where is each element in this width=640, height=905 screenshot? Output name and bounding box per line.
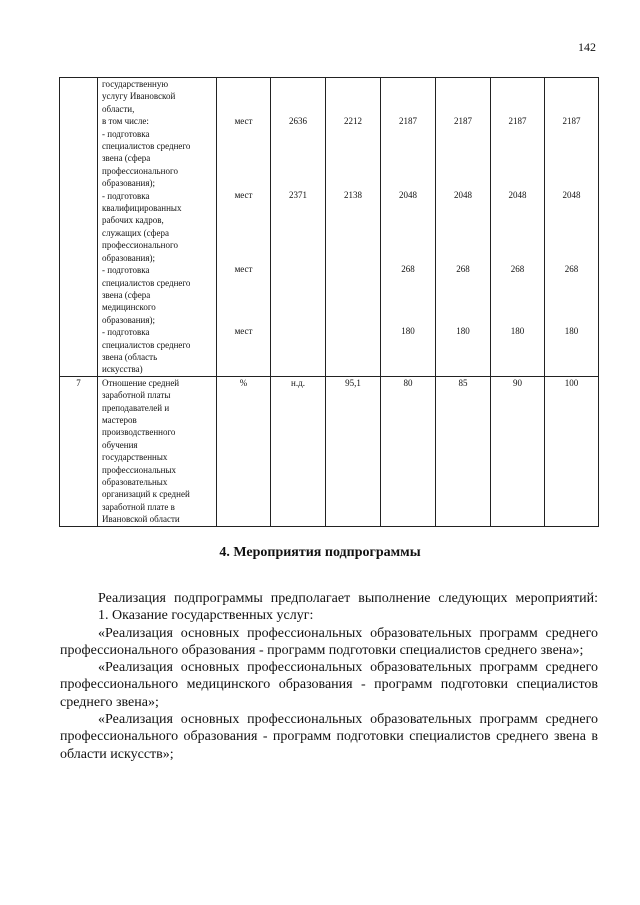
value-cell: 2187 2048 268 180: [491, 78, 545, 377]
value-cell: 2187 2048 268 180: [436, 78, 491, 377]
value-cell: 90: [491, 376, 545, 526]
value-cell: н.д.: [271, 376, 326, 526]
unit-cell: мест мест мест мест: [217, 78, 271, 377]
paragraph: Реализация подпрограммы предполагает выполнение следующих мероприятий:: [98, 591, 598, 606]
paragraph: «Реализация основных профессиональных образовательных программ среднего профессионального образования - программ подготовки специалистов среднего звена»;: [60, 625, 598, 658]
table-row: [60, 78, 599, 377]
value-cell: 2187 2048 268 180: [381, 78, 436, 377]
table-row: [60, 376, 599, 526]
value-cell: 80: [381, 376, 436, 526]
section-title: 4. Мероприятия подпрограммы: [219, 545, 421, 560]
indicator-label-cell: Отношение средней заработной платы преподавателей и мастеров производственного обучения государственных профессиональных образовательных организаций к средней заработной плате в Ивановской области: [98, 376, 217, 526]
unit-cell: %: [217, 376, 271, 526]
paragraph: «Реализация основных профессиональных образовательных программ среднего профессионального медицинского образования - программ подготовки специалистов среднего звена»;: [60, 660, 598, 710]
paragraph: «Реализация основных профессиональных образовательных программ среднего профессионального образования - программ подготовки специалистов среднего звена в области искусств»;: [60, 712, 598, 762]
value-cell: 95,1: [326, 376, 381, 526]
paragraph: 1. Оказание государственных услуг:: [98, 608, 314, 624]
value-cell: 100: [545, 376, 599, 526]
indicator-label-cell: государственную услугу Ивановской области, в том числе: - подготовка специалистов среднего звена (сфера профессионального образования); - подготовка квалифицированных рабочих кадров, служащих (сфера профессионального образования); - подготовка специалистов среднего звена (сфера медицинского образования); - подготовка специалистов среднего звена (область искусства): [98, 78, 217, 377]
value-cell: 2636 2371: [271, 78, 326, 377]
section-body: [60, 590, 598, 763]
indicators-table: [59, 77, 599, 527]
value-cell: 2212 2138: [326, 78, 381, 377]
value-cell: 2187 2048 268 180: [545, 78, 599, 377]
row-number-cell: [60, 78, 98, 377]
row-number-cell: 7: [60, 376, 98, 526]
value-cell: 85: [436, 376, 491, 526]
page-number: 142: [578, 40, 596, 54]
